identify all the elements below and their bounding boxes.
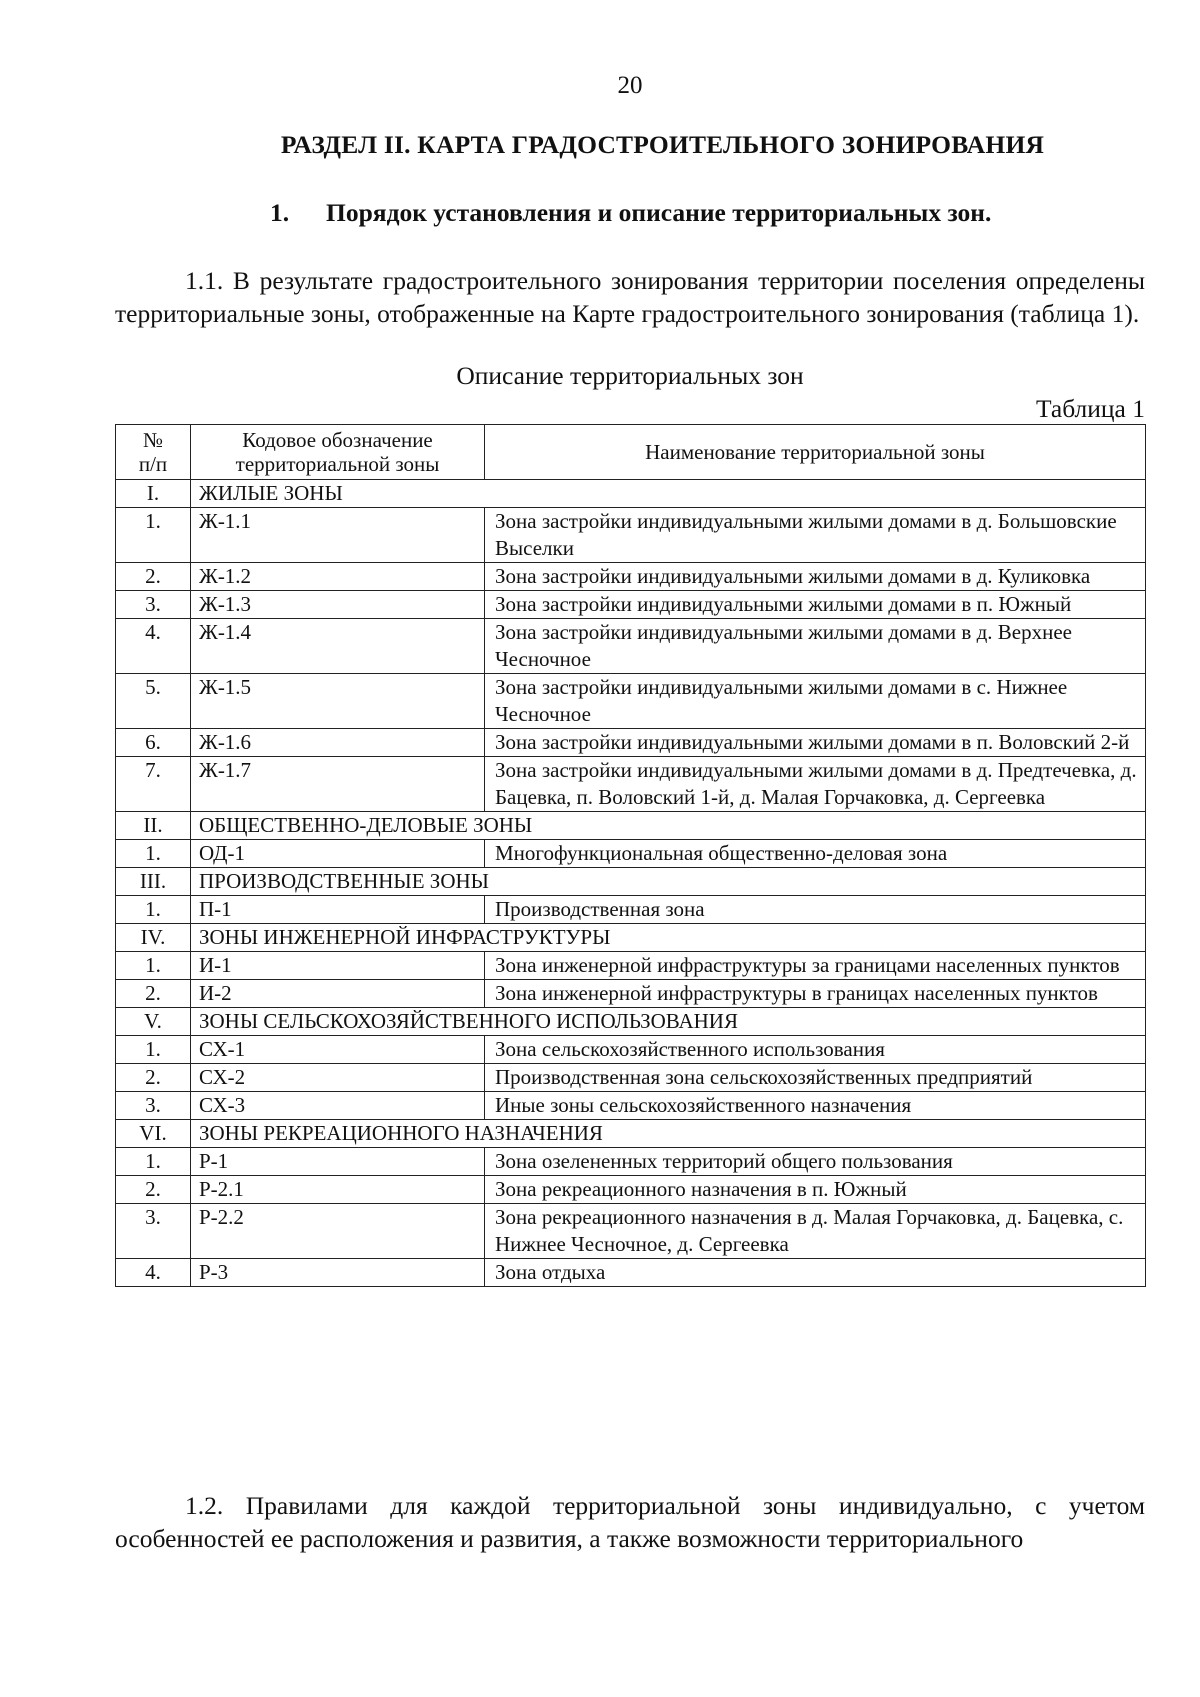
zone-name: Зона инженерной инфраструктуры за границами населенных пунктов bbox=[485, 952, 1146, 980]
header-number-line1: № bbox=[142, 428, 164, 452]
paragraph-1-2: 1.2. Правилами для каждой территориальной зоны индивидуально, с учетом особенностей ее расположения и развития, а также возможности территориального bbox=[115, 1491, 1145, 1553]
paragraph-1-1: 1.1. В результате градостроительного зонирования территории поселения определены территориальные зоны, отображенные на Карте градостроительного зонирования (таблица 1). bbox=[115, 266, 1145, 328]
table-row bbox=[116, 840, 1146, 868]
zone-code: СХ-2 bbox=[191, 1064, 485, 1092]
header-number bbox=[116, 425, 191, 480]
table-row bbox=[116, 1259, 1146, 1287]
table-header-row bbox=[116, 425, 1146, 480]
zone-code: Ж-1.3 bbox=[191, 591, 485, 619]
zone-name: Иные зоны сельскохозяйственного назначения bbox=[485, 1092, 1146, 1120]
zone-code: Ж-1.5 bbox=[191, 674, 485, 729]
row-number: 1. bbox=[116, 1148, 191, 1176]
table-row bbox=[116, 952, 1146, 980]
row-number: 1. bbox=[116, 896, 191, 924]
subsection-number: 1. bbox=[270, 198, 290, 227]
zone-name: Зона рекреационного назначения в д. Малая Горчаковка, д. Бацевка, с. Нижнее Чесночное, д. Сергеевка bbox=[485, 1204, 1146, 1259]
row-number: 3. bbox=[116, 1204, 191, 1259]
row-number: 1. bbox=[116, 840, 191, 868]
zone-code: Ж-1.2 bbox=[191, 563, 485, 591]
zone-group-title: ЖИЛЫЕ ЗОНЫ bbox=[191, 480, 1146, 508]
zone-group-row bbox=[116, 480, 1146, 508]
row-number: 4. bbox=[116, 619, 191, 674]
zone-name: Зона застройки индивидуальными жилыми домами в п. Южный bbox=[485, 591, 1146, 619]
zone-group-title: ЗОНЫ РЕКРЕАЦИОННОГО НАЗНАЧЕНИЯ bbox=[191, 1120, 1146, 1148]
zone-name: Зона сельскохозяйственного использования bbox=[485, 1036, 1146, 1064]
zone-group-title: ПРОИЗВОДСТВЕННЫЕ ЗОНЫ bbox=[191, 868, 1146, 896]
row-number: 7. bbox=[116, 757, 191, 812]
row-number: 6. bbox=[116, 729, 191, 757]
zone-code: Ж-1.4 bbox=[191, 619, 485, 674]
zone-code: Р-2.1 bbox=[191, 1176, 485, 1204]
zone-code: И-1 bbox=[191, 952, 485, 980]
zone-code: Р-1 bbox=[191, 1148, 485, 1176]
zone-code: П-1 bbox=[191, 896, 485, 924]
table-row bbox=[116, 674, 1146, 729]
zone-group-row bbox=[116, 1120, 1146, 1148]
table-row bbox=[116, 1092, 1146, 1120]
table-row bbox=[116, 563, 1146, 591]
table-row bbox=[116, 729, 1146, 757]
row-number: 5. bbox=[116, 674, 191, 729]
zone-name: Зона застройки индивидуальными жилыми домами в п. Воловский 2-й bbox=[485, 729, 1146, 757]
row-number: 3. bbox=[116, 1092, 191, 1120]
header-number-line2: п/п bbox=[138, 452, 168, 476]
row-number: 1. bbox=[116, 1036, 191, 1064]
table-row bbox=[116, 1148, 1146, 1176]
zone-group-row bbox=[116, 924, 1146, 952]
row-number: I. bbox=[116, 480, 191, 508]
row-number: 1. bbox=[116, 508, 191, 563]
zone-code: Р-3 bbox=[191, 1259, 485, 1287]
zone-group-row bbox=[116, 1008, 1146, 1036]
zone-code: ОД-1 bbox=[191, 840, 485, 868]
zone-code: Ж-1.6 bbox=[191, 729, 485, 757]
zone-name: Многофункциональная общественно-деловая зона bbox=[485, 840, 1146, 868]
table-row bbox=[116, 1176, 1146, 1204]
header-code-line2: территориальной зоны bbox=[235, 452, 440, 476]
row-number: 2. bbox=[116, 1176, 191, 1204]
zone-name: Зона застройки индивидуальными жилыми домами в д. Верхнее Чесночное bbox=[485, 619, 1146, 674]
zone-code: Р-2.2 bbox=[191, 1204, 485, 1259]
zone-code: И-2 bbox=[191, 980, 485, 1008]
row-number: 4. bbox=[116, 1259, 191, 1287]
table-row bbox=[116, 1036, 1146, 1064]
zone-name: Зона застройки индивидуальными жилыми домами в д. Предтечевка, д. Бацевка, п. Воловский 1-й, д. Малая Горчаковка, д. Сергеевка bbox=[485, 757, 1146, 812]
row-number: VI. bbox=[116, 1120, 191, 1148]
zones-table bbox=[115, 424, 1146, 1287]
row-number: III. bbox=[116, 868, 191, 896]
zone-code: СХ-3 bbox=[191, 1092, 485, 1120]
zone-name: Зона застройки индивидуальными жилыми домами в с. Нижнее Чесночное bbox=[485, 674, 1146, 729]
row-number: V. bbox=[116, 1008, 191, 1036]
row-number: IV. bbox=[116, 924, 191, 952]
row-number: II. bbox=[116, 812, 191, 840]
table-caption: Описание территориальных зон bbox=[456, 361, 804, 390]
table-row bbox=[116, 591, 1146, 619]
zone-group-row bbox=[116, 812, 1146, 840]
header-zone-name: Наименование территориальной зоны bbox=[485, 425, 1146, 480]
table-row bbox=[116, 757, 1146, 812]
section-title: РАЗДЕЛ II. КАРТА ГРАДОСТРОИТЕЛЬНОГО ЗОНИРОВАНИЯ bbox=[280, 130, 1045, 159]
table-label: Таблица 1 bbox=[1035, 394, 1145, 423]
row-number: 2. bbox=[116, 1064, 191, 1092]
zone-name: Зона рекреационного назначения в п. Южный bbox=[485, 1176, 1146, 1204]
zone-name: Зона озелененных территорий общего пользования bbox=[485, 1148, 1146, 1176]
zone-name: Зона застройки индивидуальными жилыми домами в д. Куликовка bbox=[485, 563, 1146, 591]
zone-code: СХ-1 bbox=[191, 1036, 485, 1064]
zones-table-body bbox=[116, 480, 1146, 1287]
table-row bbox=[116, 1064, 1146, 1092]
row-number: 2. bbox=[116, 980, 191, 1008]
zone-group-row bbox=[116, 868, 1146, 896]
table-row bbox=[116, 1204, 1146, 1259]
zone-name: Производственная зона bbox=[485, 896, 1146, 924]
zone-name: Производственная зона сельскохозяйственных предприятий bbox=[485, 1064, 1146, 1092]
row-number: 3. bbox=[116, 591, 191, 619]
table-row bbox=[116, 980, 1146, 1008]
zone-group-title: ЗОНЫ СЕЛЬСКОХОЗЯЙСТВЕННОГО ИСПОЛЬЗОВАНИЯ bbox=[191, 1008, 1146, 1036]
table-row bbox=[116, 896, 1146, 924]
table-row bbox=[116, 619, 1146, 674]
header-code-line1: Кодовое обозначение bbox=[242, 428, 433, 452]
subsection-heading bbox=[270, 198, 991, 228]
zone-code: Ж-1.7 bbox=[191, 757, 485, 812]
table-row bbox=[116, 508, 1146, 563]
subsection-title: Порядок установления и описание территориальных зон. bbox=[326, 198, 992, 227]
zone-group-title: ОБЩЕСТВЕННО-ДЕЛОВЫЕ ЗОНЫ bbox=[191, 812, 1146, 840]
header-code bbox=[191, 425, 485, 480]
row-number: 1. bbox=[116, 952, 191, 980]
page-number: 20 bbox=[617, 72, 643, 99]
zone-name: Зона инженерной инфраструктуры в границах населенных пунктов bbox=[485, 980, 1146, 1008]
zone-name: Зона застройки индивидуальными жилыми домами в д. Большовские Выселки bbox=[485, 508, 1146, 563]
zone-name: Зона отдыха bbox=[485, 1259, 1146, 1287]
zone-code: Ж-1.1 bbox=[191, 508, 485, 563]
zone-group-title: ЗОНЫ ИНЖЕНЕРНОЙ ИНФРАСТРУКТУРЫ bbox=[191, 924, 1146, 952]
row-number: 2. bbox=[116, 563, 191, 591]
